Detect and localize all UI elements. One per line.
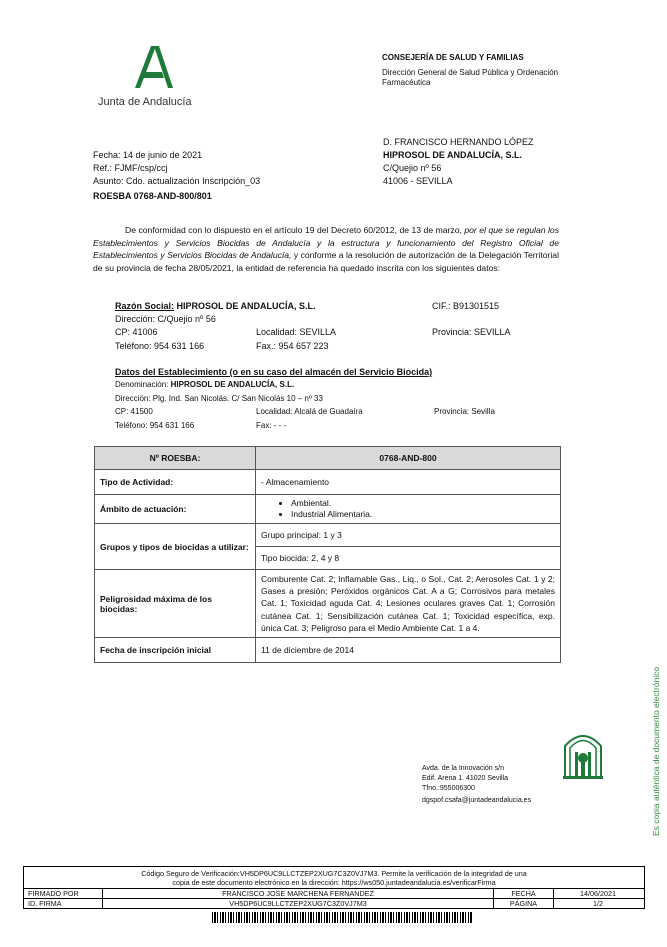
firmado-value: FRANCISCO JOSE MARCHENA FERNANDEZ [102,889,493,898]
razon-fax: Fax.: 954 657 223 [256,341,329,351]
fecha: Fecha: 14 de junio de 2021 [93,150,203,160]
ambito-value [256,495,561,524]
roesba-header-value: 0768-AND-800 [256,447,561,470]
csv-line-2: copia de este documento electrónico en la dirección: https://ws050.juntadeandalucia.es/verificarFirma [172,878,496,887]
establecimiento-localidad: Localidad: Alcalá de Guadaíra [256,407,363,416]
fecha-inscripcion-label: Fecha de inscripción inicial [95,638,256,663]
peligrosidad-label: Peligrosidad máxima de los biocidas: [95,570,256,638]
junta-logo [98,42,208,107]
csv-block [24,867,644,888]
recipient-company: HIPROSOL DE ANDALUCÍA, S.L. [383,150,523,160]
address-line-1: Avda. de la Innovación s/n [422,765,504,772]
id-value: VH5DP6UC9LLCTZEP2XUG7C3Z0VJ7M3 [102,899,493,908]
recipient-name: D. FRANCISCO HERNANDO LÓPEZ [383,137,534,147]
body-p1-end: y conforme a la resolución de autorización de la Delegación Territorial de su provincia de fecha 28/05/2021, la entidad de referencia ha quedado inscrita con los siguientes datos: [93,250,559,273]
body-p1: De conformidad con lo dispuesto en el artículo 19 del Decreto 60/2012, de 13 de marzo, [125,225,462,235]
establecimiento-fax: Fax: - - - [256,421,287,430]
ambito-label: Ámbito de actuación: [95,495,256,524]
andalucia-emblem-icon [561,728,605,780]
table-row [95,638,561,663]
table-row [95,570,561,638]
establecimiento-title: Datos del Establecimiento (o en su caso del almacén del Servicio Biocida) [115,367,433,377]
table-row [95,447,561,470]
verification-footer [23,866,645,909]
razon-provincia: Provincia: SEVILLA [432,327,511,337]
address-line-2: Edif. Arena 1. 41020 Sevilla [422,775,509,782]
body-paragraph [93,224,559,274]
id-row [24,898,644,908]
establecimiento-direccion: Dirección: Plg. Ind. San Nicolás. C/ San Nicolás 10 – nº 33 [115,394,323,403]
list-item: • Ambiental. [291,498,555,509]
razon-value: HIPROSOL DE ANDALUCÍA, S.L. [176,301,316,311]
razon-cp: CP: 41006 [115,327,158,337]
junta-a-icon [98,42,208,90]
establecimiento-denominacion [115,380,294,390]
side-note [651,660,663,836]
side-note-text: Es copia auténtica de documento electrónico [651,666,661,836]
body-p1-italic: por el que se regulan los Establecimientos y Servicios Biocidas de Andalucía y la estructura y funcionamiento del Registro Oficial de Establecimientos y Servicios Biocidas de Andalucía, [93,225,559,261]
direccion-general-2: Farmacéutica [382,78,431,87]
denominacion-value: HIPROSOL DE ANDALUCÍA, S.L. [170,380,295,389]
ref: Ref.: FJMF/csp/ccj [93,163,168,173]
asunto: Asunto: Cdo. actualización Inscripción_03 [93,176,261,186]
tipo-biocida: Tipo biocida: 2, 4 y 8 [256,547,561,570]
roesba-header-label: Nº ROESBA: [95,447,256,470]
id-label: ID. FIRMA [28,899,62,908]
grupo-principal: Grupo principal: 1 y 3 [256,524,561,547]
establecimiento-telefono: Teléfono: 954 631 166 [115,421,195,430]
firmado-label: FIRMADO POR [28,889,79,898]
consejeria: CONSEJERÍA DE SALUD Y FAMILIAS [382,53,524,62]
razon-cif: CIF.: B91301515 [432,301,500,311]
peligrosidad-value: Comburente Cat. 2; Inflamable Gas., Liq., o Sol., Cat. 2; Aerosoles Cat. 1 y 2; Gases a presión; Peróxidos orgánicos Cat. A a G; Corrosivos para metales Cat. 1; Toxicidad aguda Cat. 4; Lesiones oculares graves Cat. 1; Corrosión cutánea Cat. 1; Sensibilización cutánea Cat. 1; Toxicidad específica, exp. única Cat. 3; Peligroso para el Medio Ambiente Cat. 1 a 4. [256,570,561,638]
tipo-actividad-value: - Almacenamiento [256,470,561,495]
razon-telefono: Teléfono: 954 631 166 [115,341,205,351]
fecha-value: 14/06/2021 [553,889,642,898]
razon-social [115,300,316,312]
address-email: dgspof.csafa@juntadeandalucia.es [422,797,532,804]
denominacion-label: Denominación: [115,380,169,389]
direccion-general-1: Dirección General de Salud Pública y Ordenación [382,68,559,77]
razon-label: Razón Social: [115,301,175,311]
table-row [95,495,561,524]
table-row [95,524,561,547]
grupos-label: Grupos y tipos de biocidas a utilizar: [95,524,256,570]
org-name: Junta de Andalucía [98,96,192,108]
table-row [95,470,561,495]
tipo-actividad-label: Tipo de Actividad: [95,470,256,495]
establecimiento-provincia: Provincia: Sevilla [434,407,495,416]
pagina-value: 1/2 [553,899,642,908]
establecimiento-cp: CP: 41500 [115,407,153,416]
recipient-city: 41006 - SEVILLA [383,176,453,186]
address-phone: Tfno.:955006300 [422,785,475,792]
fecha-inscripcion-value: 11 de diciembre de 2014 [256,638,561,663]
pagina-label: PÁGINA [493,899,553,908]
csv-line-1: Código Seguro de Verificación:VH5DP6UC9LLCTZEP2XUG7C3Z0VJ7M3. Permite la verificación de la integridad de una [141,869,527,878]
razon-direccion: Dirección: C/Quejio nº 56 [115,314,216,324]
roesba: ROESBA 0768-AND-800/801 [93,191,212,201]
razon-localidad: Localidad: SEVILLA [256,327,337,337]
list-item: • Industrial Alimentaria. [291,509,555,520]
roesba-table [94,446,561,663]
barcode [212,912,472,923]
recipient-street: C/Quejio nº 56 [383,163,442,173]
ambito-list [261,498,555,520]
firmado-row [24,888,644,898]
fecha-label: FECHA [493,889,553,898]
